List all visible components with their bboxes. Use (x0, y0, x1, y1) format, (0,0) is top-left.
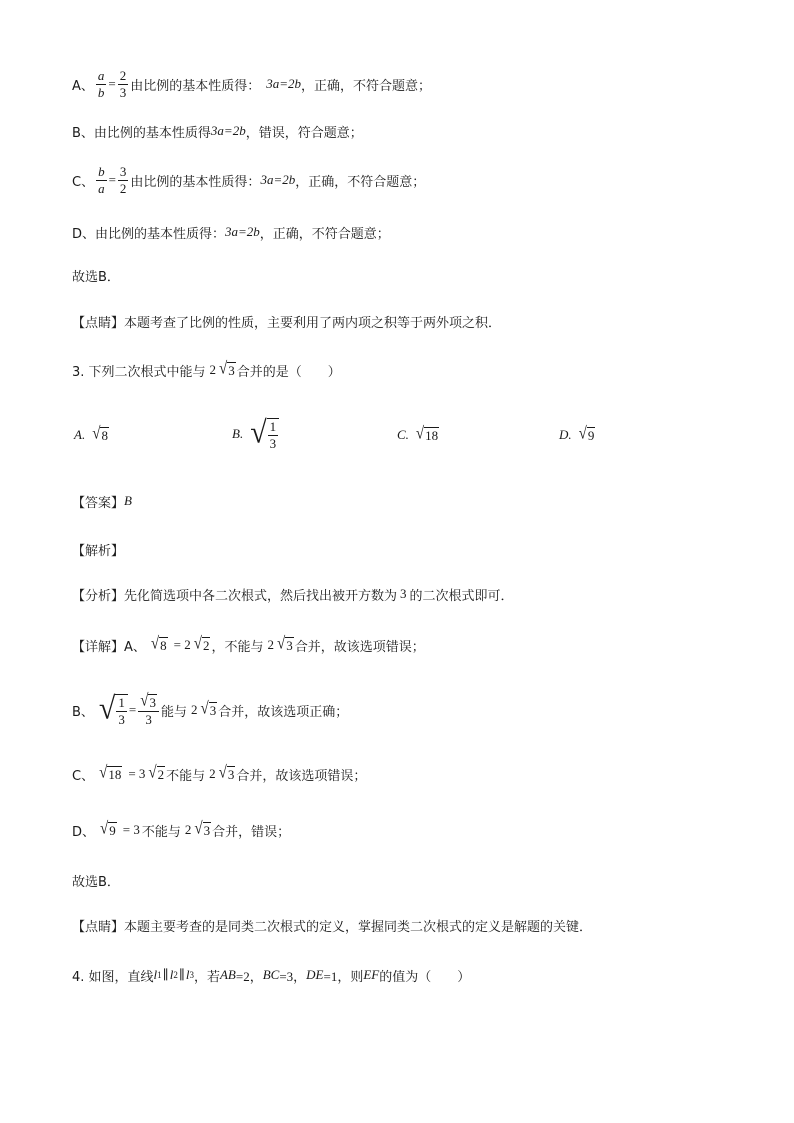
comment-text: 本题主要考查的是同类二次根式的定义，掌握同类二次根式的定义是解题的关键． (124, 919, 593, 935)
radicand: 18 (425, 427, 439, 443)
segment-value: =2， (235, 968, 263, 984)
option-label: A. (74, 427, 86, 442)
option-label: C. (397, 427, 409, 442)
option-label: D. (559, 427, 572, 442)
sqrt-2: √ 2 (148, 763, 165, 782)
q3-option-d (559, 424, 596, 446)
numerator: 1 (118, 694, 125, 710)
prefix: B、 (72, 704, 94, 720)
numerator: 3 (119, 163, 127, 179)
prefix: C、 (72, 174, 95, 190)
q4-stem (72, 964, 470, 986)
line-l3: l (185, 967, 190, 982)
sqrt-3: √ 3 (277, 634, 293, 653)
sqrt-8: √ 8 (92, 424, 108, 443)
choice-text: 故选B． (72, 874, 120, 890)
fraction-2-over-3 (118, 69, 129, 99)
segment-ab: AB (219, 967, 236, 982)
conclusion-text: ，错误，符合题意； (245, 125, 363, 141)
q3-choice (72, 870, 120, 890)
equals-coef: = 3 (128, 766, 146, 781)
text-end: 合并，故该选项错误； (294, 639, 425, 655)
sqrt-3: √ 3 (218, 763, 235, 782)
conclusion-text: ，正确，不符合题意； (295, 174, 426, 190)
stem-text: 4. 如图，直线 (72, 969, 154, 985)
equals: = (108, 76, 116, 91)
segment-bc: BC (262, 967, 280, 982)
stem-text: 3. 下列二次根式中能与 (72, 364, 206, 380)
segment-ef: EF (363, 967, 380, 982)
option-label: B. (232, 426, 244, 441)
q3-option-c (397, 424, 440, 446)
q3-stem (72, 359, 341, 381)
radicand: 9 (587, 427, 595, 443)
q3-comment (72, 915, 592, 935)
sqrt-2: √ 2 (193, 634, 210, 653)
subscript: 1 (157, 970, 162, 980)
subscript: 2 (173, 970, 178, 980)
fenxi-text: 先化简选项中各二次根式，然后找出被开方数为 (124, 588, 398, 604)
numerator: a (97, 67, 105, 83)
q3-answer (72, 491, 132, 511)
prefix: A、 (72, 78, 94, 94)
formula: 3a=2b (260, 172, 296, 187)
text-end: 合并，故该选项正确； (218, 704, 349, 720)
denominator: b (97, 84, 105, 100)
radicand: 8 (101, 427, 108, 443)
fenxi-text-end: 的二次根式即可． (409, 588, 514, 604)
equals-value: = 3 (122, 822, 140, 837)
prefix: D、 (72, 824, 96, 840)
radicand: 3 (227, 766, 235, 782)
denominator: 3 (119, 84, 127, 100)
radicand: 2 (202, 637, 210, 653)
equals: = (108, 172, 116, 187)
q2-option-d-explanation (72, 222, 390, 242)
radicand: 3 (228, 362, 235, 378)
fraction-sqrt3-over-3: √ 3 3 (138, 694, 159, 727)
coefficient: 2 (209, 362, 217, 377)
parallel-symbol: ∥ (178, 967, 185, 982)
sqrt-8: √ 8 (150, 634, 167, 653)
sqrt-3: √ 3 (219, 359, 235, 378)
fenxi-number: 3 (400, 586, 407, 601)
equals: = (128, 702, 137, 717)
numerator: b (98, 163, 105, 179)
denominator: 2 (119, 180, 127, 196)
sqrt-3: √ 3 (194, 819, 211, 838)
radicand: 2 (157, 766, 165, 782)
choice-text: 故选B． (72, 269, 120, 285)
radicand: 3 (209, 702, 217, 718)
text-end: 合并，故该选项错误； (236, 768, 367, 784)
numerator: 1 (269, 418, 277, 434)
q2-option-c-explanation (72, 162, 425, 198)
denominator: a (98, 180, 105, 196)
radicand: 8 (160, 637, 167, 653)
text-end: 合并，错误； (212, 824, 291, 840)
formula: 3a=2b (266, 76, 302, 91)
prefix: D、由比例的基本性质得： (72, 226, 226, 242)
denominator: 3 (118, 711, 125, 727)
coefficient: 2 (190, 702, 198, 717)
line-l1: l (153, 967, 158, 982)
radicand: 3 (203, 822, 211, 838)
denominator: 3 (145, 711, 152, 727)
rule-text: 由比例的基本性质得： (130, 78, 261, 94)
formula: 3a=2b (210, 123, 246, 138)
q3-detail-a (72, 634, 425, 656)
fraction-a-over-b (96, 69, 107, 99)
q3-option-a (74, 424, 110, 446)
fenxi-tag: 【分析】 (72, 588, 125, 604)
stem-text-end: 合并的是（ ） (236, 364, 341, 380)
prefix: C、 (72, 768, 95, 784)
sqrt-9: √ 9 (100, 819, 116, 838)
subscript: 3 (189, 970, 194, 980)
q3-detail-b (72, 688, 348, 732)
q3-detail-c (72, 763, 366, 785)
radicand: 18 (108, 766, 122, 782)
fraction-b-over-a (96, 165, 107, 195)
comment-text: 本题考查了比例的性质，主要利用了两内项之积等于两外项之积． (124, 315, 502, 331)
sqrt-18: √ 18 (99, 763, 122, 782)
radicand: 3 (149, 694, 156, 710)
q2-comment (72, 311, 501, 331)
text: ，不能与 (211, 639, 264, 655)
coefficient: 2 (184, 822, 192, 837)
sqrt-one-third: √ $\frac{1}{3}$ (99, 694, 128, 726)
text: 能与 (160, 704, 187, 720)
segment-value: =3， (279, 968, 307, 984)
text: 不能与 (166, 768, 206, 784)
equals-coef: = 2 (173, 637, 191, 652)
q2-option-b-explanation (72, 121, 363, 141)
conclusion-text: ，正确，不符合题意； (301, 78, 432, 94)
coefficient: 2 (209, 766, 216, 781)
answer-tag: 【答案】 (72, 495, 125, 511)
coefficient: 2 (267, 637, 274, 652)
radicand: 3 (286, 637, 293, 653)
sqrt-9: √ 9 (578, 424, 595, 443)
sqrt-18: √ 18 (415, 424, 439, 443)
prefix: B、由比例的基本性质得 (72, 125, 211, 141)
prefix: A、 (124, 639, 146, 655)
conclusion-text: ，正确，不符合题意； (259, 226, 390, 242)
line-l2: l (169, 967, 174, 982)
comment-tag: 【点睛】 (72, 919, 125, 935)
rule-text: 由比例的基本性质得： (130, 174, 261, 190)
analysis-tag: 【解析】 (72, 543, 125, 559)
q2-choice (72, 265, 120, 285)
parallel-symbol: ∥ (162, 967, 169, 982)
sqrt-one-third: √ $\frac{1}{3}$ (250, 418, 279, 450)
comment-tag: 【点睛】 (72, 315, 125, 331)
stem-text-end: 的值为（ ） (379, 969, 471, 985)
sqrt-3: √ 3 (200, 699, 217, 718)
numerator: 2 (119, 67, 127, 83)
stem-text: ，若 (193, 969, 220, 985)
denominator: 3 (269, 435, 277, 451)
fraction-3-over-2 (118, 165, 129, 195)
segment-de: DE (306, 967, 324, 982)
q3-option-b (232, 412, 280, 456)
q3-analysis-heading (72, 539, 124, 559)
segment-value: =1，则 (323, 968, 364, 984)
radicand: 9 (109, 822, 116, 838)
formula: 3a=2b (225, 224, 260, 239)
q2-option-a-explanation (72, 66, 431, 102)
q3-detail-d (72, 819, 290, 841)
q3-fenxi (72, 584, 514, 604)
answer-value: B (124, 493, 132, 508)
text: 不能与 (141, 824, 181, 840)
detail-tag: 【详解】 (72, 639, 125, 655)
